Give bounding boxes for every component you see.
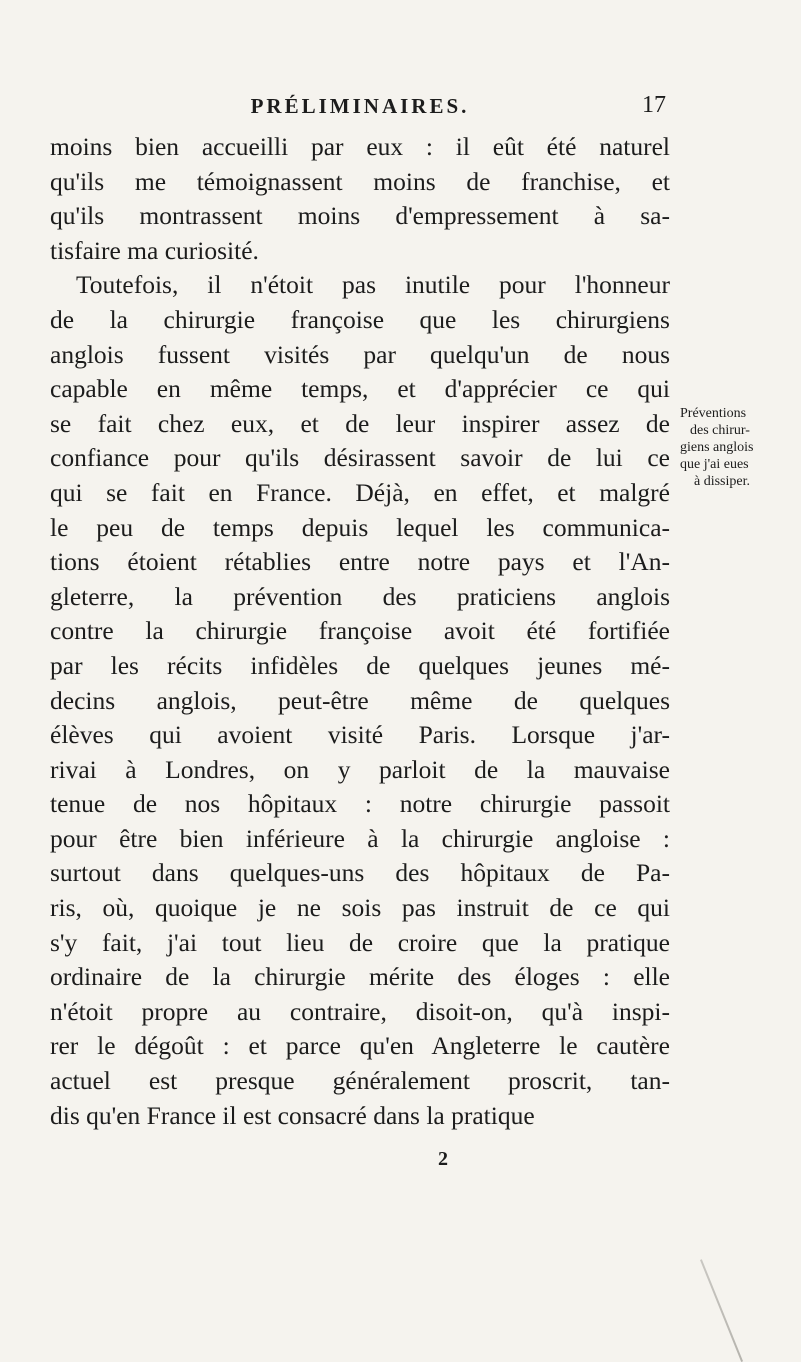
text-line: Toutefois, il n'étoit pas inutile pour l'honneur bbox=[76, 270, 670, 300]
text-line: confiance pour qu'ils désirassent savoir de lui ce bbox=[50, 443, 670, 473]
text-line: rer le dégoût : et parce qu'en Angleterre le cautère bbox=[50, 1031, 670, 1061]
pencil-mark bbox=[700, 1259, 743, 1362]
text-line: actuel est presque généralement proscrit, tan- bbox=[50, 1066, 670, 1096]
text-line: par les récits infidèles de quelques jeunes mé- bbox=[50, 650, 670, 680]
signature-mark: 2 bbox=[438, 1148, 448, 1170]
margin-note-line: giens anglois bbox=[680, 440, 754, 455]
text-line: capable en même temps, et d'apprécier ce qui bbox=[50, 374, 670, 404]
text-line: gleterre, la prévention des praticiens anglois bbox=[50, 581, 670, 611]
text-line: tions étoient rétablies entre notre pays et l'An- bbox=[50, 547, 670, 577]
running-title: PRÉLIMINAIRES. bbox=[250, 94, 470, 118]
text-line: anglois fussent visités par quelqu'un de nous bbox=[50, 339, 670, 369]
margin-note-line: Préventions bbox=[680, 406, 747, 421]
margin-note-line: des chirur- bbox=[690, 423, 750, 438]
text-line: dis qu'en France il est consacré dans la pratique bbox=[50, 1100, 535, 1130]
text-line: ordinaire de la chirurgie mérite des éloges : elle bbox=[50, 962, 670, 992]
text-line: surtout dans quelques-uns des hôpitaux de Pa- bbox=[50, 858, 670, 888]
margin-note-line: à dissiper. bbox=[694, 474, 750, 489]
margin-note-line: que j'ai eues bbox=[680, 457, 749, 472]
text-line: ris, où, quoique je ne sois pas instruit de ce qui bbox=[50, 893, 670, 923]
text-line: de la chirurgie françoise que les chirurgiens bbox=[50, 304, 670, 334]
page-number: 17 bbox=[642, 92, 666, 118]
page-header bbox=[50, 88, 670, 128]
text-line: qu'ils montrassent moins d'empressement à sa- bbox=[50, 201, 670, 231]
text-line: n'étoit propre au contraire, disoit-on, qu'à inspi- bbox=[50, 996, 670, 1026]
text-line: s'y fait, j'ai tout lieu de croire que la pratique bbox=[50, 927, 670, 957]
text-line: le peu de temps depuis lequel les communica- bbox=[50, 512, 670, 542]
text-line: decins anglois, peut-être même de quelques bbox=[50, 685, 670, 715]
body-text bbox=[50, 130, 670, 1133]
text-line: tenue de nos hôpitaux : notre chirurgie passoit bbox=[50, 789, 670, 819]
text-line: contre la chirurgie françoise avoit été fortifiée bbox=[50, 616, 670, 646]
text-line: élèves qui avoient visité Paris. Lorsque j'ar- bbox=[50, 720, 670, 750]
text-line: moins bien accueilli par eux : il eût été naturel bbox=[50, 132, 670, 161]
text-line: rivai à Londres, on y parloit de la mauvaise bbox=[50, 754, 670, 784]
text-line: qui se fait en France. Déjà, en effet, et malgré bbox=[50, 477, 670, 507]
margin-note bbox=[680, 405, 798, 490]
text-line: se fait chez eux, et de leur inspirer assez de bbox=[50, 408, 670, 438]
text-line: tisfaire ma curiosité. bbox=[50, 235, 259, 265]
text-line: qu'ils me témoignassent moins de franchise, et bbox=[50, 166, 670, 196]
text-line: pour être bien inférieure à la chirurgie angloise : bbox=[50, 823, 670, 853]
